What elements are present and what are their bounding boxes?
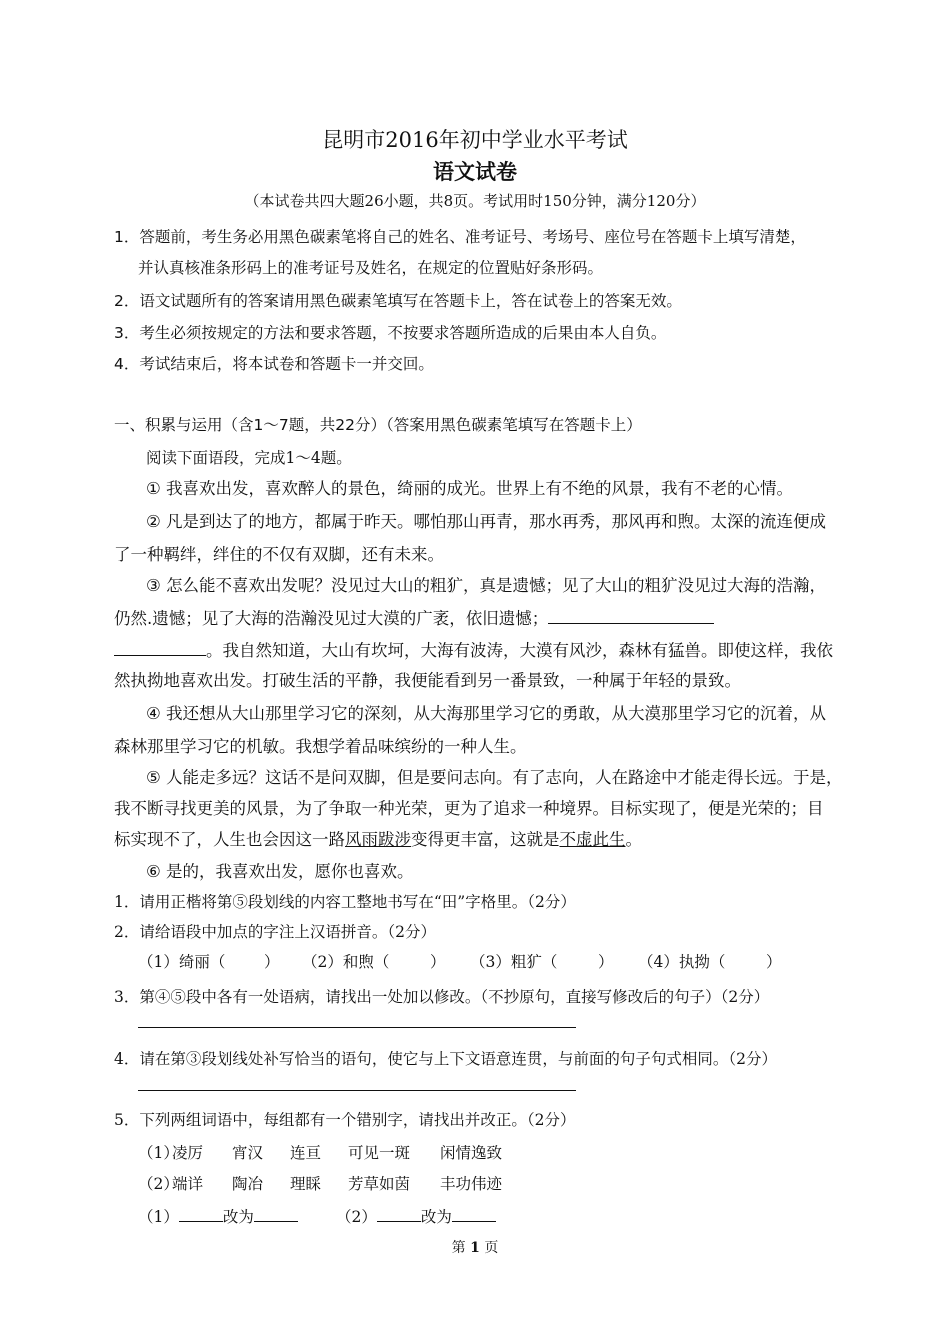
q4-answer-line[interactable] bbox=[138, 1090, 576, 1091]
q5-answer-2 bbox=[336, 1205, 496, 1227]
passage-p3-line4: 然执拗地喜欢出发。打破生活的平静，我便能看到另一番景致，一种属于年轻的景致。 bbox=[114, 671, 741, 690]
footer-suffix: 页 bbox=[484, 1240, 499, 1256]
passage-p2-line2: 了一种羁绊，绊住的不仅有双脚，还有未来。 bbox=[114, 545, 444, 564]
q5-group-2-word-4: 芳草如茵 bbox=[348, 1175, 411, 1193]
q5-answer-2-wrong-blank[interactable] bbox=[377, 1205, 421, 1222]
passage-p3-line2-text: 仍然.遗憾；见了大海的浩瀚没见过大漠的广袤，依旧遗憾； bbox=[114, 609, 549, 628]
passage-blank-1[interactable] bbox=[548, 607, 714, 624]
q2-item-2-close: ） bbox=[430, 953, 446, 971]
footer-prefix: 第 bbox=[451, 1240, 466, 1256]
page-number: 1 bbox=[470, 1240, 480, 1256]
q5-answer-1-label: （1） bbox=[138, 1208, 179, 1226]
q2-item-1-open: （1）绮丽（ bbox=[138, 953, 226, 971]
section-instruction: 阅读下面语段，完成1～4题。 bbox=[146, 449, 352, 467]
q2-item-4-open: （4）执拗（ bbox=[638, 953, 726, 971]
passage-p5-line3-mid: 变得更丰富，这就是 bbox=[411, 830, 560, 849]
passage-blank-2[interactable] bbox=[114, 639, 206, 656]
underlined-phrase-1: 风雨跋涉 bbox=[345, 830, 411, 849]
section-heading: 一、积累与运用（含1～7题，共22分）（答案用黑色碳素笔填写在答题卡上） bbox=[114, 416, 642, 434]
notice-1: 1．答题前，考生务必用黑色碳素笔将自己的姓名、准考证号、考场号、座位号在答题卡上填写清楚， bbox=[114, 228, 806, 246]
exam-subject: 语文试卷 bbox=[433, 160, 517, 184]
q2-item-4-close: ） bbox=[766, 953, 782, 971]
q5-group-1-word-4: 可见一斑 bbox=[348, 1144, 411, 1162]
question-5: 5．下列两组词语中，每组都有一个错别字，请找出并改正。（2分） bbox=[114, 1111, 576, 1129]
q5-answer-1-right-blank[interactable] bbox=[254, 1205, 298, 1222]
passage-p4-line2: 森林那里学习它的机敏。我想学着品味缤纷的一种人生。 bbox=[114, 737, 527, 756]
q5-answer-2-right-blank[interactable] bbox=[452, 1205, 496, 1222]
notice-3: 3．考生必须按规定的方法和要求答题，不按要求答题所造成的后果由本人自负。 bbox=[114, 324, 667, 342]
q5-group-2-word-2: 陶冶 bbox=[232, 1175, 264, 1193]
passage-p4-line1: ④ 我还想从大山那里学习它的深刻，从大海那里学习它的勇敢，从大漠那里学习它的沉着，从 bbox=[146, 704, 827, 723]
exam-info: （本试卷共四大题26小题，共8页。考试用时150分钟，满分120分） bbox=[244, 192, 706, 210]
q5-answer-2-label: （2） bbox=[336, 1208, 377, 1226]
q3-answer-line[interactable] bbox=[138, 1027, 576, 1028]
q5-group-2-label: （2） bbox=[138, 1175, 179, 1193]
q5-answer-1-wrong-blank[interactable] bbox=[179, 1205, 223, 1222]
passage-p5-line3-pre: 标实现不了，人生也会因这一路 bbox=[114, 830, 345, 849]
q5-group-1-label: （1） bbox=[138, 1144, 179, 1162]
underlined-phrase-2: 不虚此生 bbox=[559, 830, 626, 849]
passage-p5-line1: ⑤ 人能走多远？这话不是问双脚，但是要问志向。有了志向，人在路途中才能走得长远。于是， bbox=[146, 768, 843, 787]
q2-item-3-open: （3）粗犷（ bbox=[470, 953, 558, 971]
passage-p1: ① 我喜欢出发，喜欢醉人的景色，绮丽的成光。世界上有不绝的风景，我有不老的心情。 bbox=[146, 479, 794, 498]
q5-group-1-word-1: 凌厉 bbox=[172, 1144, 204, 1162]
exam-title: 昆明市2016年初中学业水平考试 bbox=[322, 128, 628, 152]
passage-p5-line2: 我不断寻找更美的风景，为了争取一种光荣，更为了追求一种境界。目标实现了，便是光荣的；目 bbox=[114, 799, 824, 818]
question-1: 1．请用正楷将第⑤段划线的内容工整地书写在“田”字格里。（2分） bbox=[114, 893, 576, 911]
passage-p3-line2 bbox=[114, 605, 714, 629]
passage-p2-line1: ② 凡是到达了的地方，都属于昨天。哪怕那山再青，那水再秀，那风再和煦。太深的流连便成 bbox=[146, 512, 827, 531]
passage-p5-line3 bbox=[114, 826, 642, 850]
passage-p3-line3-text: 。我自然知道，大山有坎坷，大海有波涛，大漠有风沙，森林有猛兽。即使这样，我依 bbox=[206, 641, 833, 660]
q5-answer-2-change: 改为 bbox=[420, 1208, 452, 1226]
q5-answer-1 bbox=[138, 1205, 298, 1227]
passage-p6: ⑥ 是的，我喜欢出发，愿你也喜欢。 bbox=[146, 862, 414, 881]
page-footer bbox=[0, 1237, 950, 1257]
q5-group-1-word-3: 连亘 bbox=[290, 1144, 322, 1162]
q5-group-2-word-3: 理睬 bbox=[290, 1175, 322, 1193]
passage-p3-line1: ③ 怎么能不喜欢出发呢？没见过大山的粗犷，真是遗憾；见了大山的粗犷没见过大海的浩瀚， bbox=[146, 576, 827, 595]
q2-item-1-close: ） bbox=[264, 953, 280, 971]
question-3: 3．第④⑤段中各有一处语病，请找出一处加以修改。（不抄原句，直接写修改后的句子）（2分） bbox=[114, 988, 770, 1006]
q2-item-3-close: ） bbox=[598, 953, 614, 971]
notice-4: 4．考试结束后，将本试卷和答题卡一并交回。 bbox=[114, 355, 434, 373]
q5-answer-1-change: 改为 bbox=[222, 1208, 254, 1226]
q2-item-2-open: （2）和煦（ bbox=[302, 953, 390, 971]
notice-2: 2．语文试题所有的答案请用黑色碳素笔填写在答题卡上，答在试卷上的答案无效。 bbox=[114, 292, 682, 310]
passage-p3-line3 bbox=[114, 637, 833, 661]
question-4: 4．请在第③段划线处补写恰当的语句，使它与上下文语意连贯，与前面的句子句式相同。（2分） bbox=[114, 1050, 777, 1068]
q5-group-1-word-2: 宵汉 bbox=[232, 1144, 264, 1162]
q5-group-1-word-5: 闲情逸致 bbox=[440, 1144, 503, 1162]
notice-1-cont: 并认真核准条形码上的准考证号及姓名，在规定的位置贴好条形码。 bbox=[138, 259, 604, 277]
q5-group-2-word-1: 端详 bbox=[172, 1175, 204, 1193]
q5-group-2-word-5: 丰功伟迹 bbox=[440, 1175, 503, 1193]
question-2: 2．请给语段中加点的字注上汉语拼音。（2分） bbox=[114, 923, 436, 941]
passage-p5-line3-end: 。 bbox=[625, 830, 642, 849]
